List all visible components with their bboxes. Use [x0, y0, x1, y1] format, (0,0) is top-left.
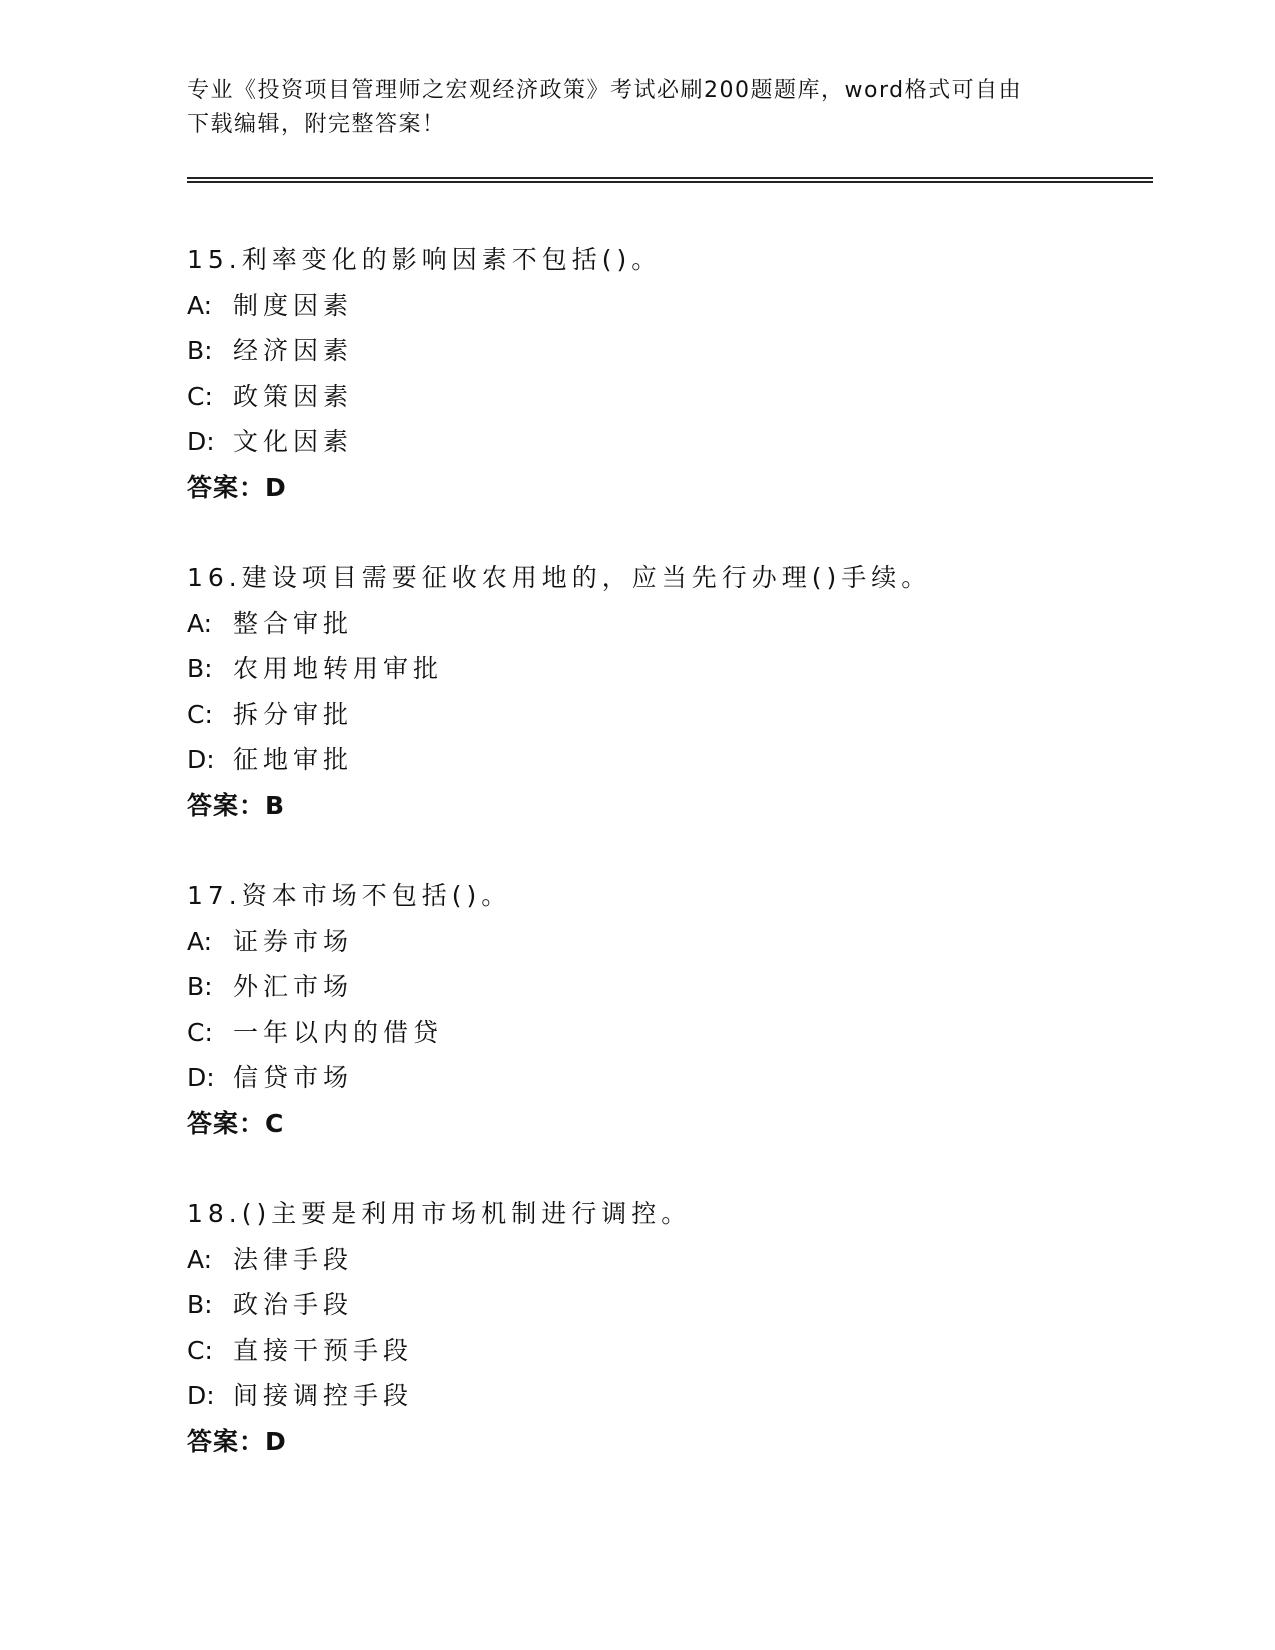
option-text: 证券市场 [233, 926, 354, 956]
option-d [187, 1055, 1147, 1101]
option-c [187, 1010, 1147, 1056]
option-text: 文化因素 [233, 427, 354, 456]
option-b [187, 964, 1147, 1010]
option-d [187, 737, 1147, 783]
option-letter: A: [187, 926, 213, 956]
answer-line: 答案：B [187, 790, 286, 820]
option-a [187, 1237, 1147, 1283]
option-letter: D: [187, 1063, 215, 1092]
option-text: 经济因素 [233, 336, 354, 365]
option-text: 信贷市场 [233, 1063, 354, 1092]
option-letter: D: [187, 1381, 215, 1410]
option-text: 法律手段 [233, 1244, 354, 1274]
option-text: 拆分审批 [233, 699, 354, 729]
option-text: 农用地转用审批 [233, 654, 444, 683]
option-text: 整合审批 [233, 608, 354, 638]
header-divider-bottom [187, 181, 1153, 183]
document-header [187, 74, 1077, 142]
question-16 [187, 555, 1147, 828]
option-d [187, 419, 1147, 465]
header-divider-top [187, 177, 1153, 179]
option-b [187, 646, 1147, 692]
option-text: 制度因素 [233, 290, 354, 320]
option-c [187, 374, 1147, 420]
answer-line: 答案：D [187, 472, 287, 502]
option-letter: C: [187, 381, 213, 411]
option-d [187, 1373, 1147, 1419]
option-a [187, 919, 1147, 965]
question-stem: 16.建设项目需要征收农用地的，应当先行办理()手续。 [187, 563, 932, 592]
option-letter: A: [187, 1244, 213, 1274]
question-18 [187, 1191, 1147, 1464]
question-stem: 17.资本市场不包括()。 [187, 881, 512, 910]
option-b [187, 1282, 1147, 1328]
option-text: 政治手段 [233, 1290, 354, 1319]
option-c [187, 1328, 1147, 1374]
option-a [187, 601, 1147, 647]
option-letter: B: [187, 336, 213, 365]
option-letter: C: [187, 1335, 213, 1365]
option-b [187, 328, 1147, 374]
option-letter: D: [187, 745, 215, 774]
header-line-2: 下载编辑，附完整答案！ [187, 112, 446, 137]
header-line-1: 专业《投资项目管理师之宏观经济政策》考试必刷200题题库，word格式可自由 [187, 78, 1023, 103]
answer-line: 答案：C [187, 1108, 285, 1138]
option-letter: B: [187, 972, 213, 1001]
question-17 [187, 873, 1147, 1146]
question-15 [187, 237, 1147, 510]
option-text: 政策因素 [233, 381, 354, 411]
option-letter: B: [187, 654, 213, 683]
option-letter: D: [187, 427, 215, 456]
option-text: 一年以内的借贷 [233, 1017, 444, 1047]
option-letter: C: [187, 699, 213, 729]
answer-line: 答案：D [187, 1426, 287, 1456]
option-letter: B: [187, 1290, 213, 1319]
option-text: 外汇市场 [233, 972, 354, 1001]
question-stem: 18.()主要是利用市场机制进行调控。 [187, 1199, 692, 1228]
option-text: 征地审批 [233, 745, 354, 774]
option-text: 间接调控手段 [233, 1381, 414, 1410]
option-a [187, 283, 1147, 329]
option-text: 直接干预手段 [233, 1335, 414, 1365]
option-letter: A: [187, 608, 213, 638]
option-letter: A: [187, 290, 213, 320]
option-letter: C: [187, 1017, 213, 1047]
question-stem: 15.利率变化的影响因素不包括()。 [187, 245, 662, 274]
option-c [187, 692, 1147, 738]
